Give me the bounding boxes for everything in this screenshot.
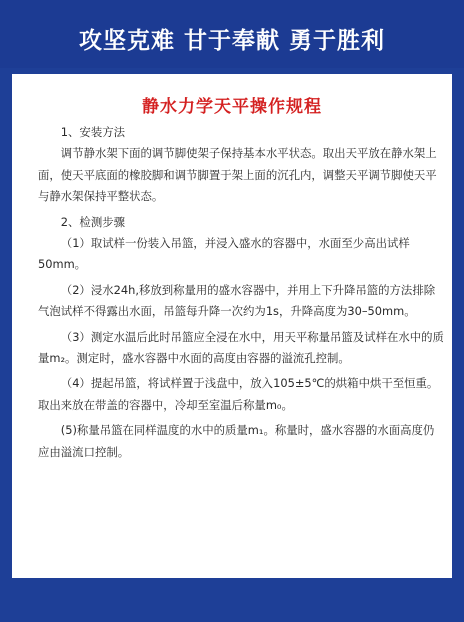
top-banner bbox=[0, 0, 464, 68]
bottom-band bbox=[0, 578, 464, 622]
document-body bbox=[38, 122, 444, 463]
slogan: 攻坚克难 甘于奉献 勇于胜利 bbox=[78, 28, 385, 54]
content-panel bbox=[12, 74, 452, 578]
step-1: （1）取试样一份装入吊篮，并浸入盛水的容器中，水面至少高出试样50mm。 bbox=[38, 236, 410, 272]
section-heading-test: 2、检测步骤 bbox=[60, 214, 125, 229]
step-2: （2）浸水24h,移放到称量用的盛水容器中，并用上下升降吊篮的方法排除气泡试样不得露出水面，吊篮每升降一次约为1s，升降高度为30–50mm。 bbox=[38, 282, 436, 319]
step-5: (5)称量吊篮在同样温度的水中的质量m₁。称量时，盛水容器的水面高度仍应由溢流口控制。 bbox=[38, 423, 435, 459]
step-4: （4）提起吊篮，将试样置于浅盘中，放入105±5℃的烘箱中烘干至恒重。取出来放在带盖的容器中，冷却至室温后称量m₀。 bbox=[38, 376, 439, 412]
step-3: （3）测定水温后此时吊篮应全浸在水中，用天平称量吊篮及试样在水中的质量m₂。测定时，盛水容器中水面的高度由容器的溢流孔控制。 bbox=[38, 329, 444, 366]
document-title: 静水力学天平操作规程 bbox=[142, 97, 322, 117]
install-paragraph: 调节静水架下面的调节脚使架子保持基本水平状态。取出天平放在静水架上面，使天平底面的橡胶脚和调节脚置于架上面的沉孔内，调整天平调节脚使天平与静水架保持平整状态。 bbox=[38, 146, 437, 204]
section-heading-install: 1、安装方法 bbox=[60, 125, 125, 139]
